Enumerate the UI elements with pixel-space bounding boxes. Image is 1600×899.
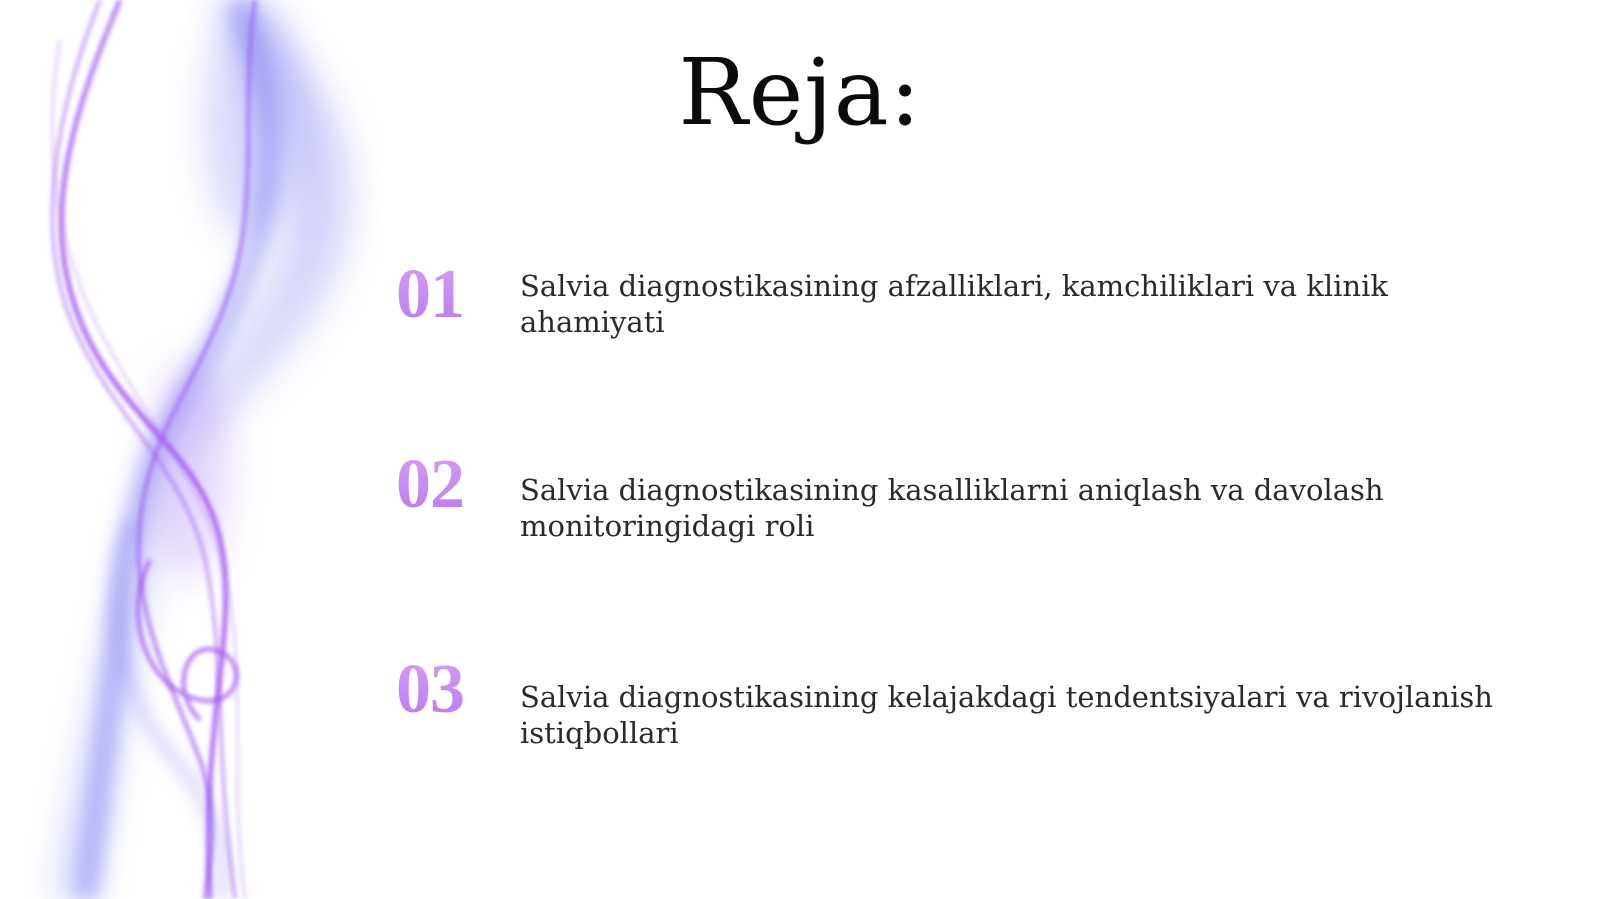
item-text: Salvia diagnostikasining kelajakdagi tendentsiyalari va rivojlanish istiqbollari [520,680,1493,750]
agenda-item-2 [396,446,1556,543]
item-text: Salvia diagnostikasining kasalliklarni aniqlash va davolash monitoringidagi roli [520,473,1384,543]
item-number: 01 [396,256,464,333]
item-number: 03 [396,651,464,728]
smoke-wave-decoration [0,0,380,899]
item-number: 02 [396,446,464,523]
slide-title: Reja: [678,39,922,146]
agenda-item-1 [396,256,1556,350]
agenda-item-3 [396,651,1556,750]
item-text: Salvia diagnostikasining afzalliklari, kamchiliklari va klinik ahamiyati [520,269,1388,339]
